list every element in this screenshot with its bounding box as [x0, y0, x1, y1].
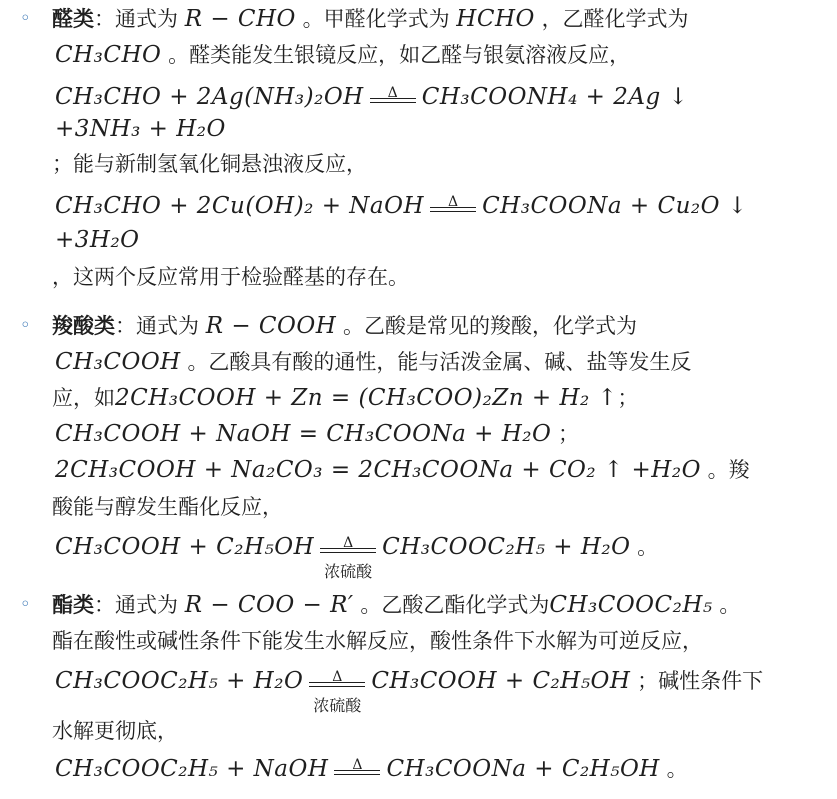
aldehyde-line-5: ；能与新制氢氧化铜悬浊液反应， [52, 152, 367, 176]
aldehyde-general-formula: R − CHO [184, 6, 296, 32]
copper-hydroxide-equation: CH₃CHO + 2Cu(OH)₂ + NaOH Δ CH₃COONa + Cu₂O ↓ [55, 193, 748, 219]
reaction-arrow: Δ [370, 88, 416, 108]
silver-mirror-equation-cont: +3NH₃ + H₂O [55, 116, 226, 142]
aldehyde-line-1: 醛类：通式为 R − CHO 。甲醛化学式为 HCHO ，乙醛化学式为 [52, 6, 689, 32]
reaction-arrow: Δ [334, 760, 380, 780]
acid-hydrolysis-equation: CH₃COOC₂H₅ + H₂O Δ 浓硫酸 CH₃COOH + C₂H₅OH ；碱性条件下 [55, 668, 764, 715]
acid-line-3: 应，如2CH₃COOH + Zn = (CH₃COO)₂Zn + H₂ ↑； [52, 385, 639, 411]
bullet-aldehyde: ◦ [20, 8, 31, 29]
silver-mirror-equation: CH₃CHO + 2Ag(NH₃)₂OH Δ CH₃COONH₄ + 2Ag ↓ [55, 84, 689, 110]
ethyl-acetate-formula: CH₃COOC₂H₅ [549, 592, 713, 618]
reaction-arrow: Δ 浓硫酸 [309, 672, 365, 692]
bullet-ester: ◦ [20, 594, 31, 615]
aldehyde-title: 醛类 [52, 7, 94, 31]
acetaldehyde-formula: CH₃CHO [55, 42, 162, 68]
acid-line-5: 2CH₃COOH + Na₂CO₃ = 2CH₃COONa + CO₂ ↑ +H₂O 。羧 [55, 457, 750, 483]
acid-general-formula: R − COOH [205, 313, 337, 339]
ester-title: 酯类 [52, 593, 94, 617]
ester-line-1: 酯类：通式为 R − COO − R′ 。乙酸乙酯化学式为CH₃COOC₂H₅ 。 [52, 592, 741, 618]
reaction-arrow: Δ [430, 197, 476, 217]
aldehyde-line-8: ，这两个反应常用于检验醛基的存在。 [52, 265, 409, 289]
acid-line-1: 羧酸类：通式为 R − COOH 。乙酸是常见的羧酸，化学式为 [52, 313, 637, 339]
acetic-acid-formula: CH₃COOH [55, 349, 181, 375]
aldehyde-line-2: CH₃CHO 。醛类能发生银镜反应，如乙醛与银氨溶液反应， [55, 42, 631, 68]
ester-line-4: 水解更彻底， [52, 719, 178, 743]
acid-line-4: CH₃COOH + NaOH = CH₃COONa + H₂O ； [55, 421, 580, 447]
formaldehyde-formula: HCHO [456, 6, 535, 32]
reaction-arrow: Δ 浓硫酸 [320, 538, 376, 558]
esterification-equation: CH₃COOH + C₂H₅OH Δ 浓硫酸 CH₃COOC₂H₅ + H₂O 。 [55, 534, 659, 581]
bullet-acid: ◦ [20, 315, 31, 336]
ester-general-formula: R − COO − R′ [184, 592, 354, 618]
acid-line-2: CH₃COOH 。乙酸具有酸的通性，能与活泼金属、碱、盐等发生反 [55, 349, 692, 375]
ester-line-2: 酯在酸性或碱性条件下能发生水解反应，酸性条件下水解为可逆反应， [52, 629, 703, 653]
base-hydrolysis-equation: CH₃COOC₂H₅ + NaOH Δ CH₃COONa + C₂H₅OH 。 [55, 756, 688, 782]
acid-title: 羧酸类 [52, 314, 115, 338]
acid-line-6: 酸能与醇发生酯化反应， [52, 495, 283, 519]
copper-hydroxide-equation-cont: +3H₂O [55, 227, 140, 253]
